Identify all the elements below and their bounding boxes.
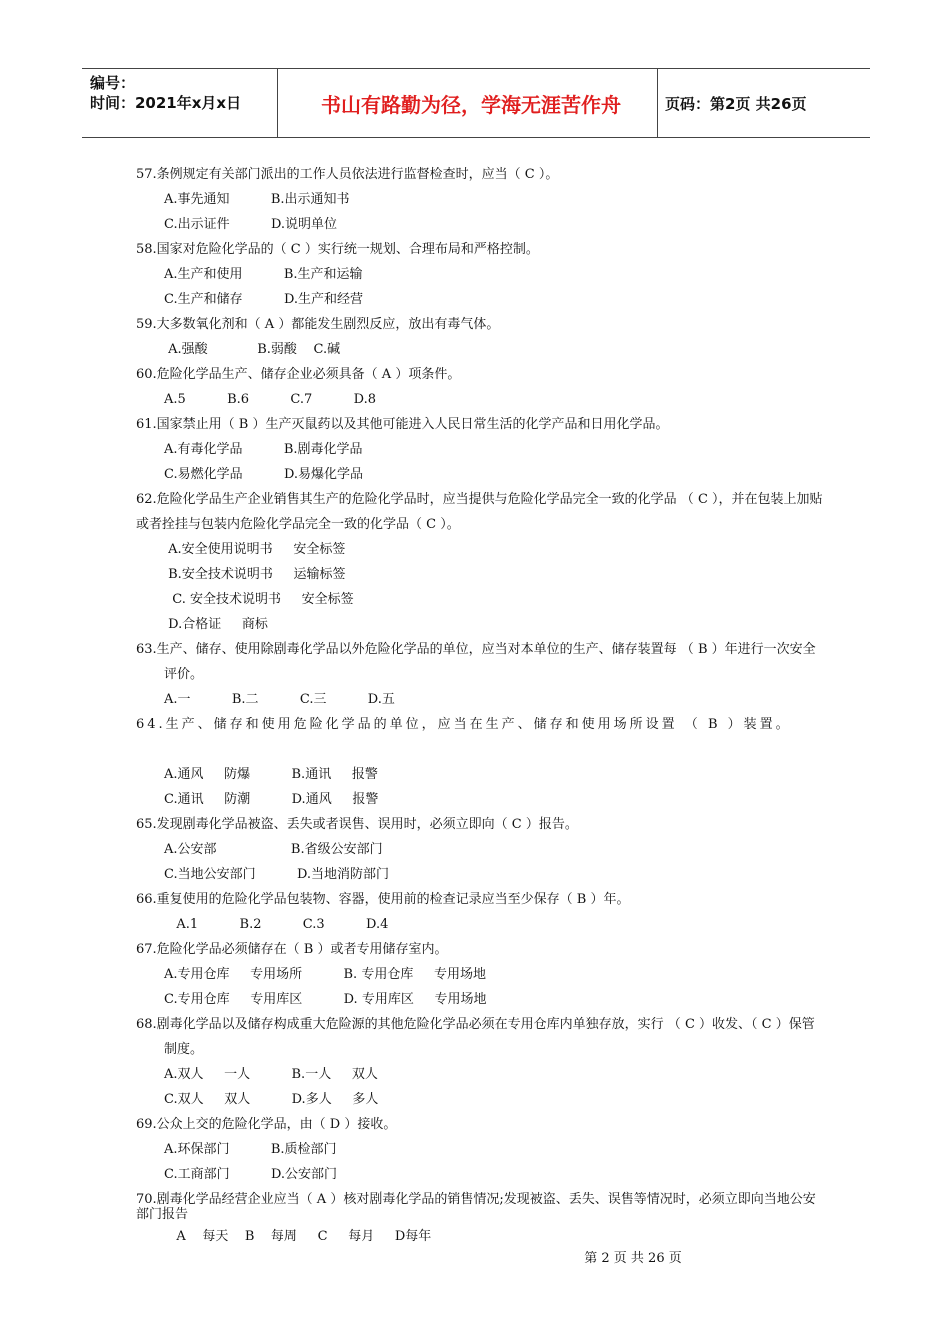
question-text: 68.剧毒化学品以及储存构成重大危险源的其他危险化学品必须在专用仓库内单独存放，实行 （ C ）收发、（ C ）保管制度。 bbox=[136, 1017, 815, 1057]
option-line: A.安全使用说明书 安全标签 bbox=[164, 542, 346, 557]
option-line: C.工商部门 D.公安部门 bbox=[164, 1167, 338, 1182]
question-58 bbox=[136, 237, 826, 312]
date-label: 时间：2021年x月x日 bbox=[90, 94, 242, 112]
question-59 bbox=[136, 312, 826, 362]
question-text: 58.国家对危险化学品的（ C ）实行统一规划、合理布局和严格控制。 bbox=[136, 242, 539, 257]
header-divider bbox=[657, 69, 658, 137]
option-line: A.公安部 B.省级公安部门 bbox=[164, 842, 383, 857]
question-63 bbox=[136, 637, 826, 712]
option-line: C.专用仓库 专用库区 D. 专用库区 专用场地 bbox=[164, 992, 487, 1007]
header-left-cell bbox=[90, 73, 241, 113]
option-line: A.专用仓库 专用场所 B. 专用仓库 专用场地 bbox=[164, 967, 486, 982]
question-57 bbox=[136, 162, 826, 237]
option-line: C.当地公安部门 D.当地消防部门 bbox=[164, 867, 390, 882]
question-64 bbox=[136, 712, 826, 812]
option-line: A.一 B.二 C.三 D.五 bbox=[164, 692, 395, 707]
option-line: A.5 B.6 C.7 D.8 bbox=[164, 392, 376, 407]
question-67 bbox=[136, 937, 826, 1012]
question-text: 61.国家禁止用（ B ）生产灭鼠药以及其他可能进入人民日常生活的化学产品和日用化学品。 bbox=[136, 417, 669, 432]
question-66 bbox=[136, 887, 826, 937]
question-text: 62.危险化学品生产企业销售其生产的危险化学品时，应当提供与危险化学品完全一致的化学品 （ C ），并在包装上加贴或者拴挂与包装内危险化学品完全一致的化学品（ C ）。 bbox=[136, 492, 823, 532]
option-line: A.环保部门 B.质检部门 bbox=[164, 1142, 337, 1157]
question-text: 63.生产、储存、使用除剧毒化学品以外危险化学品的单位，应当对本单位的生产、储存装置每 （ B ）年进行一次安全评价。 bbox=[136, 642, 816, 682]
option-line: A.1 B.2 C.3 D.4 bbox=[164, 917, 389, 932]
option-line: B.安全技术说明书 运输标签 bbox=[164, 567, 346, 582]
option-line: C.通讯 防潮 D.通风 报警 bbox=[164, 792, 379, 807]
question-68 bbox=[136, 1012, 826, 1112]
option-line: A.有毒化学品 B.剧毒化学品 bbox=[164, 442, 363, 457]
page-header bbox=[82, 68, 870, 138]
question-text: 67.危险化学品必须储存在（ B ）或者专用储存室内。 bbox=[136, 942, 448, 957]
option-line: A.生产和使用 B.生产和运输 bbox=[164, 267, 363, 282]
option-line: C. 安全技术说明书 安全标签 bbox=[164, 592, 354, 607]
question-text: 70.剧毒化学品经营企业应当（ A ）核对剧毒化学品的销售情况;发现被盗、丢失、误售等情况时，必须立即向当地公安部门报告 bbox=[136, 1192, 816, 1222]
question-text: 66.重复使用的危险化学品包装物、容器，使用前的检查记录应当至少保存（ B ）年。 bbox=[136, 892, 630, 907]
question-70 bbox=[136, 1187, 826, 1247]
question-text: 65.发现剧毒化学品被盗、丢失或者误售、误用时，必须立即向（ C ）报告。 bbox=[136, 817, 578, 832]
question-text: 64.生产、储存和使用危险化学品的单位，应当在生产、储存和使用场所设置 （ B ）装置。 bbox=[136, 717, 792, 732]
option-line: C.易燃化学品 D.易爆化学品 bbox=[164, 467, 364, 482]
question-text: 69.公众上交的危险化学品，由（ D ）接收。 bbox=[136, 1117, 397, 1132]
code-label: 编号： bbox=[90, 74, 136, 92]
blank-line bbox=[136, 737, 826, 762]
page-footer: 第 2 页 共 26 页 bbox=[584, 1251, 682, 1266]
question-61 bbox=[136, 412, 826, 487]
option-line: D.合格证 商标 bbox=[164, 617, 268, 632]
question-60 bbox=[136, 362, 826, 412]
option-line: A.事先通知 B.出示通知书 bbox=[164, 192, 350, 207]
page-info: 页码：第2页 共26页 bbox=[665, 94, 807, 113]
question-text: 57.条例规定有关部门派出的工作人员依法进行监督检查时，应当（ C ）。 bbox=[136, 167, 559, 182]
question-69 bbox=[136, 1112, 826, 1187]
question-62 bbox=[136, 487, 826, 637]
option-line: C.双人 双人 D.多人 多人 bbox=[164, 1092, 379, 1107]
option-line: C.出示证件 D.说明单位 bbox=[164, 217, 338, 232]
question-list bbox=[136, 162, 826, 1247]
question-text: 60.危险化学品生产、储存企业必须具备（ A ）项条件。 bbox=[136, 367, 461, 382]
motto: 书山有路勤为径，学海无涯苦作舟 bbox=[321, 92, 621, 117]
option-line: C.生产和储存 D.生产和经营 bbox=[164, 292, 364, 307]
option-line: A.强酸 B.弱酸 C.碱 bbox=[164, 342, 341, 357]
question-text: 59.大多数氧化剂和（ A ）都能发生剧烈反应，放出有毒气体。 bbox=[136, 317, 500, 332]
option-line: A 每天 B 每周 C 每月 D每年 bbox=[164, 1229, 432, 1244]
option-line: A.双人 一人 B.一人 双人 bbox=[164, 1067, 378, 1082]
header-divider bbox=[277, 69, 278, 137]
question-65 bbox=[136, 812, 826, 887]
option-line: A.通风 防爆 B.通讯 报警 bbox=[164, 767, 378, 782]
